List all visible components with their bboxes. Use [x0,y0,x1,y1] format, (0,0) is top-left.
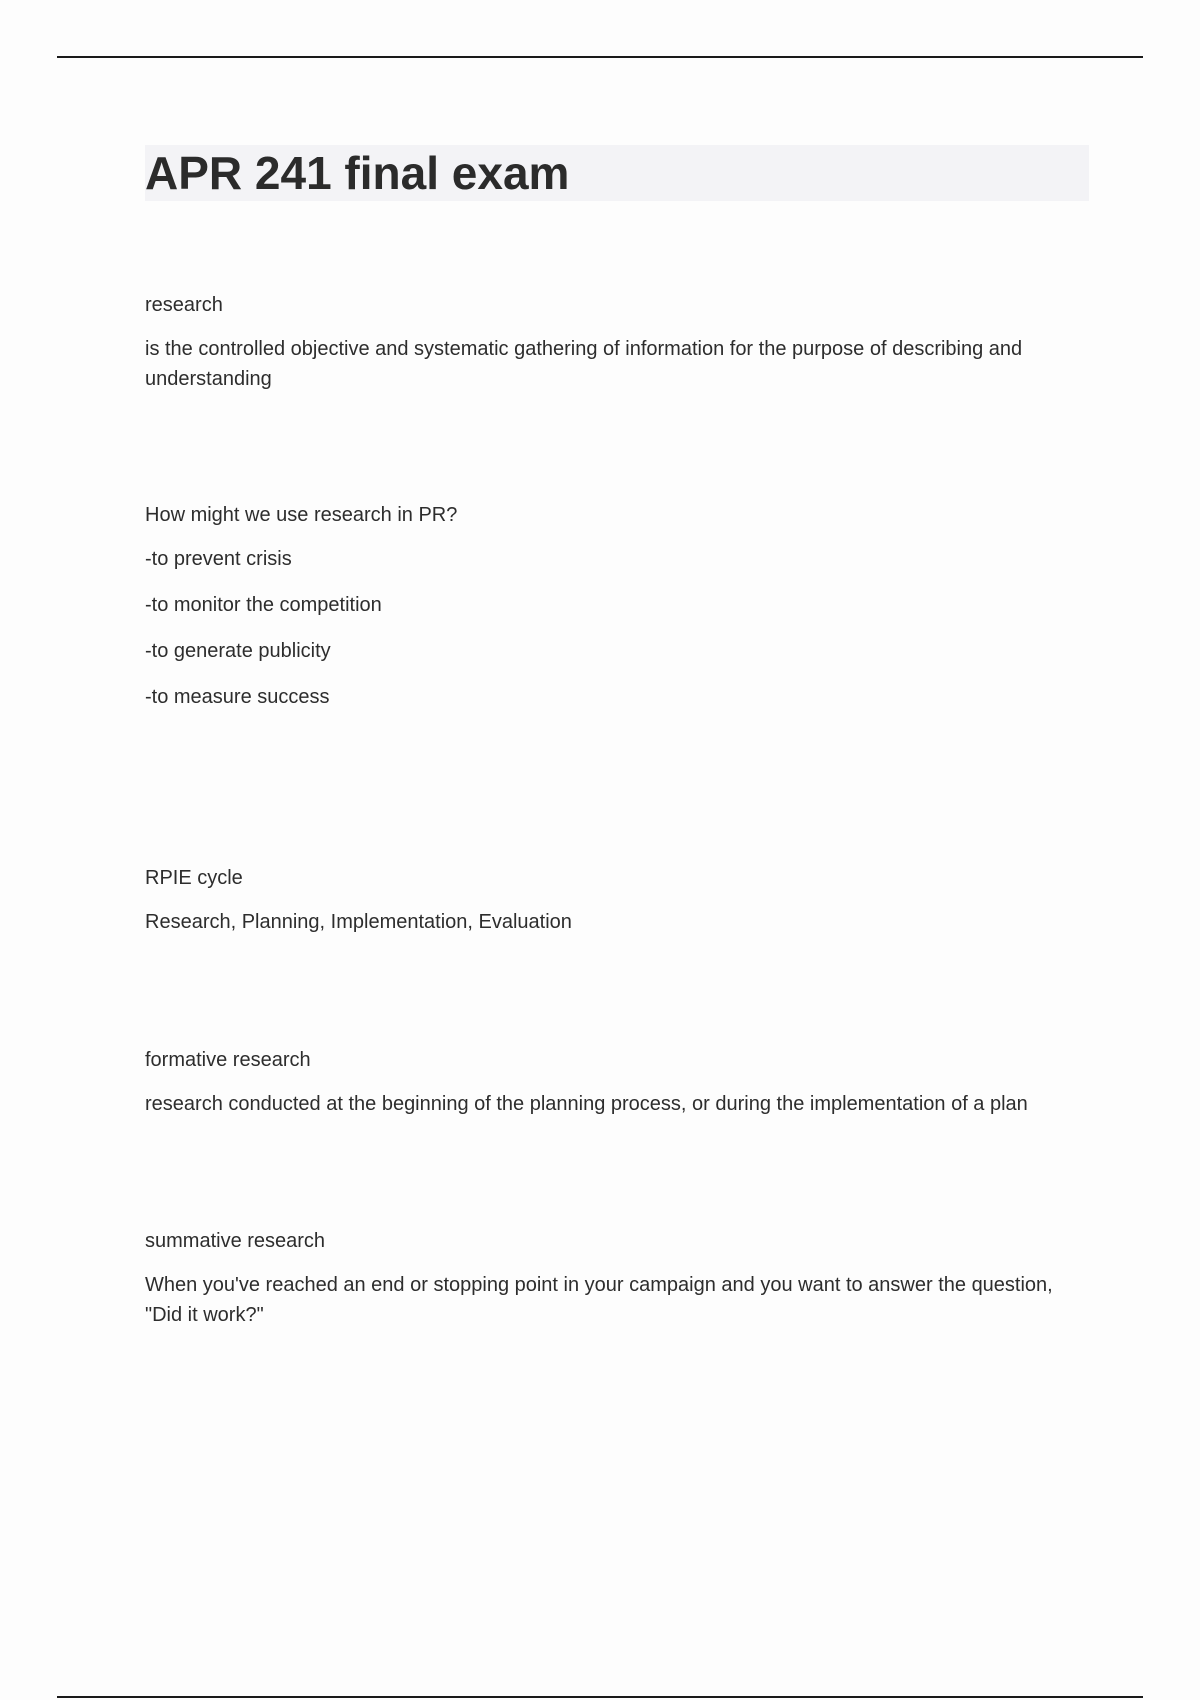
top-rule [57,56,1143,58]
card-definition-line: -to monitor the competition [145,594,382,616]
card-definition: When you've reached an end or stopping point in your campaign and you want to answer the question, "Did it work?" [145,1274,1053,1326]
card-definition-line: -to generate publicity [145,640,331,662]
flashcard [145,290,1075,394]
card-definition-line: -to measure success [145,686,330,708]
card-term: research [145,294,223,316]
card-term: summative research [145,1230,326,1252]
flashcard [145,863,572,937]
flashcard [145,1226,1075,1330]
card-term: formative research [145,1049,311,1071]
page-title: APR 241 final exam [145,147,570,199]
card-definition: is the controlled objective and systematic gathering of information for the purpose of describing and understanding [145,338,1023,390]
bottom-rule [57,1696,1143,1698]
card-definition: research conducted at the beginning of the planning process, or during the implementation of a plan [145,1093,1028,1115]
card-definition-line: -to prevent crisis [145,548,292,570]
card-definition: Research, Planning, Implementation, Evaluation [145,911,572,933]
flashcard [145,1045,1028,1119]
card-term: RPIE cycle [145,867,243,889]
flashcard [145,500,457,712]
card-term: How might we use research in PR? [145,504,458,526]
